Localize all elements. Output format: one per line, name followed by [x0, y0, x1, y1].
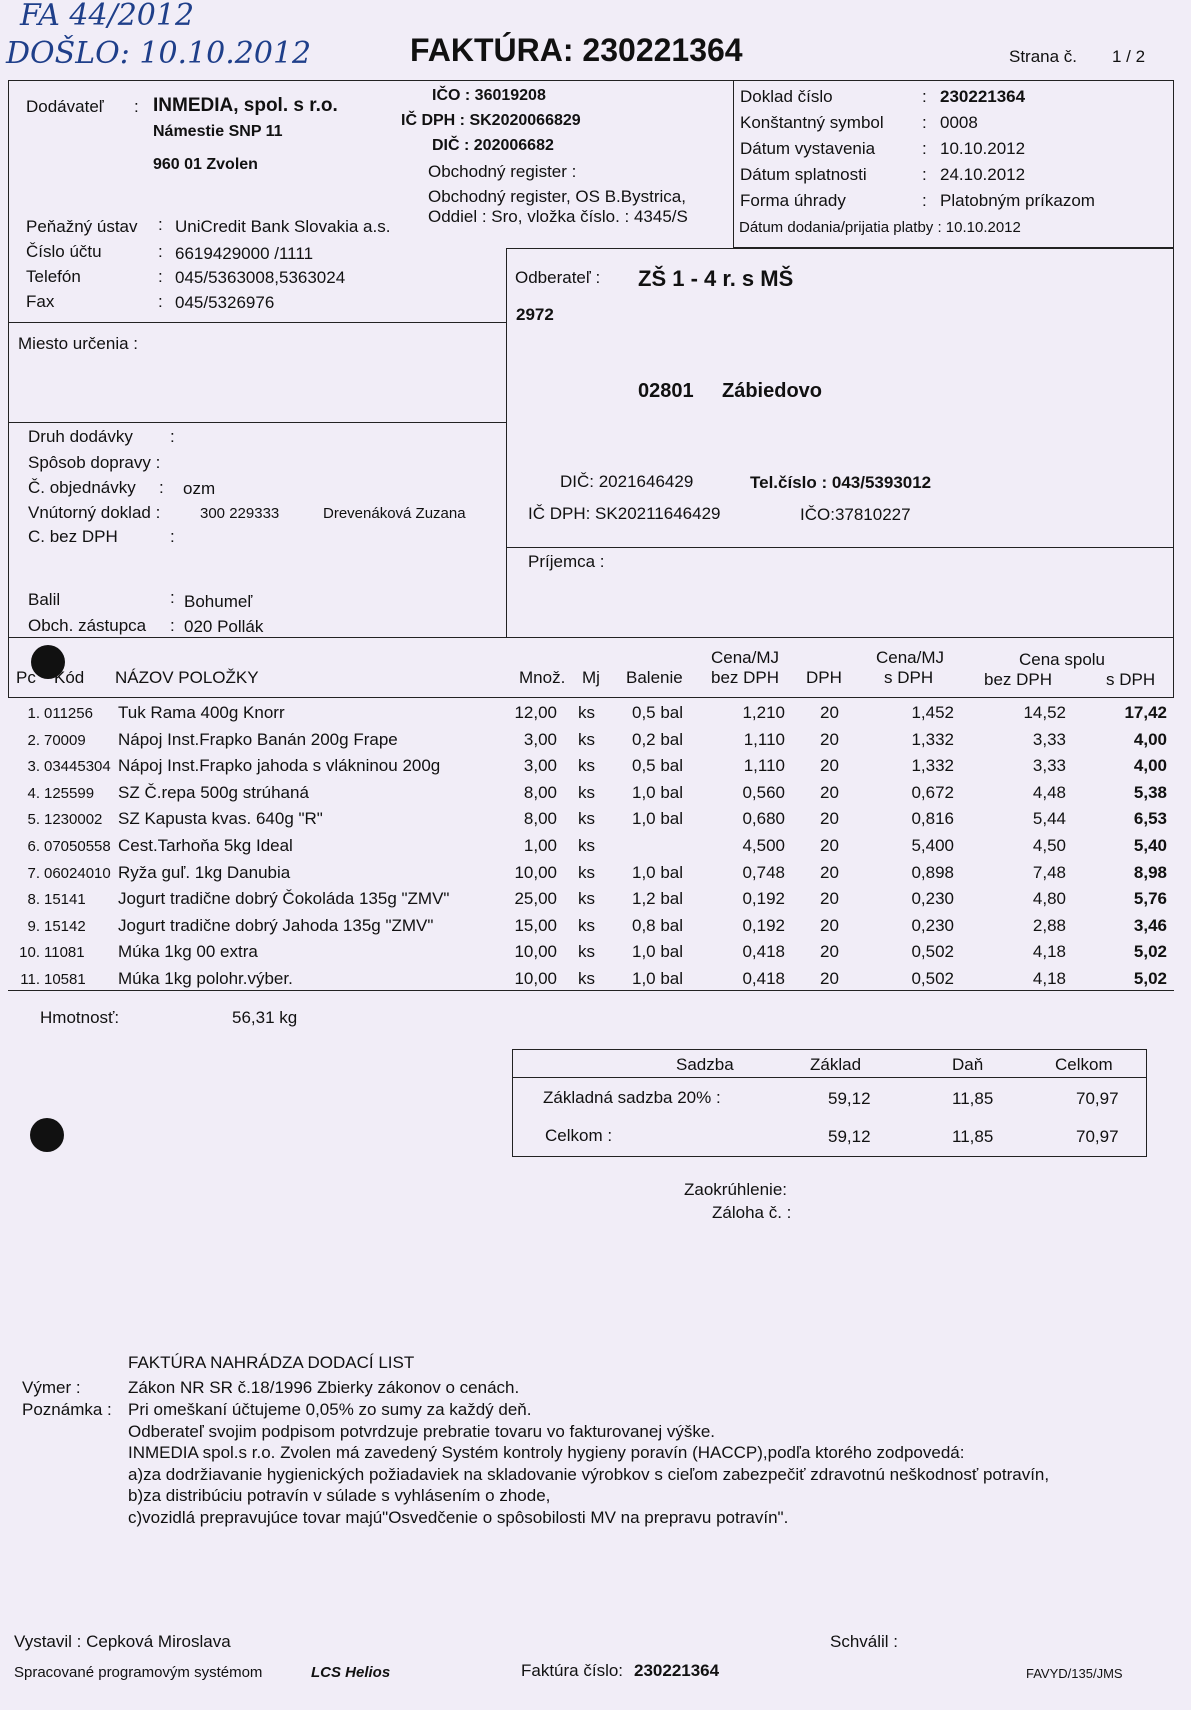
item-no: 3. [27, 758, 40, 776]
item-mj: ks [578, 915, 595, 935]
doc-info-value: Platobným príkazom [940, 191, 1095, 210]
item-price-vat: 0,816 [911, 809, 954, 829]
note-line: Odberateľ svojim podpisom potvrdzuje prebratie tovaru vo fakturovanej výške. [128, 1421, 716, 1441]
item-code: 07050558 [44, 838, 111, 855]
col-price-vat-bottom: s DPH [884, 668, 934, 687]
customer-ico: IČO:37810227 [800, 505, 911, 524]
item-code: 1230002 [44, 811, 103, 829]
colon: : [158, 267, 163, 286]
destination-label: Miesto určenia : [18, 334, 138, 353]
punch-hole [30, 1118, 64, 1152]
item-total: 4,48 [1032, 782, 1066, 802]
item-vat: 20 [820, 969, 839, 988]
item-qty: 3,00 [523, 756, 557, 776]
phone-number: 045/5363008,5363024 [175, 268, 346, 287]
item-name: SZ Č.repa 500g strúhaná [118, 782, 309, 802]
item-qty: 10,00 [514, 942, 557, 962]
colon: : [922, 139, 927, 158]
col-qty: Množ. [519, 668, 566, 687]
item-qty: 25,00 [514, 889, 557, 909]
item-vat: 20 [820, 756, 839, 776]
vat-total-label: Celkom : [545, 1126, 613, 1145]
vymer-label: Výmer : [22, 1378, 81, 1397]
internal-doc-label: Vnútorný doklad : [28, 503, 161, 522]
col-pack: Balenie [626, 668, 683, 687]
item-total-vat: 3,46 [1133, 915, 1167, 935]
item-total: 5,44 [1032, 809, 1066, 829]
colon: : [922, 113, 927, 132]
rounding-label: Zaokrúhlenie: [684, 1180, 788, 1199]
item-total-vat: 17,42 [1124, 703, 1167, 722]
customer-icdph: IČ DPH: SK20211646429 [528, 504, 721, 523]
item-code: 03445304 [44, 758, 111, 776]
item-no: 4. [27, 784, 40, 802]
note-label: Poznámka : [22, 1400, 112, 1419]
doc-info-label: Forma úhrady [740, 191, 846, 210]
item-price: 1,210 [742, 703, 785, 722]
sales-rep: 020 Pollák [184, 617, 264, 636]
item-total-vat: 5,02 [1133, 942, 1167, 962]
vat-row-tax: 11,85 [952, 1089, 994, 1108]
doc-info-value: 24.10.2012 [940, 165, 1026, 184]
item-vat: 20 [820, 729, 839, 749]
note-line: Pri omeškaní účtujeme 0,05% zo sumy za každý deň. [128, 1400, 532, 1419]
item-no: 8. [27, 891, 40, 909]
item-qty: 8,00 [523, 809, 557, 829]
item-name: Cest.Tarhoňa 5kg Ideal [118, 836, 293, 855]
item-price: 0,748 [742, 862, 785, 882]
item-qty: 3,00 [523, 729, 557, 749]
divider [8, 322, 506, 323]
item-total: 4,50 [1032, 836, 1066, 855]
divider [8, 422, 506, 423]
item-total-vat: 5,76 [1133, 889, 1167, 909]
colon: : [170, 588, 175, 607]
colon: : [158, 242, 163, 261]
recipient-label: Príjemca : [528, 552, 605, 571]
col-total-inc: s DPH [1106, 670, 1156, 689]
vat-row-total: 70,97 [1076, 1089, 1119, 1108]
item-mj: ks [578, 756, 595, 776]
colon: : [922, 165, 927, 184]
item-price-vat: 0,898 [911, 862, 954, 882]
colon: : [158, 292, 163, 311]
doc-info-value: 10.10.2012 [940, 139, 1026, 158]
footer-code: FAVYD/135/JMS [1026, 1666, 1123, 1681]
colon: : [922, 87, 927, 106]
note-line: INMEDIA spol.s r.o. Zvolen má zavedený Systém kontroly hygieny poravín (HACCP),podľa ktorého zodpovedá: [128, 1443, 965, 1462]
col-vat: DPH [806, 668, 842, 687]
item-price-vat: 0,672 [911, 782, 954, 802]
item-pack: 1,2 bal [632, 889, 684, 909]
item-total: 4,80 [1032, 889, 1066, 909]
supplier-icdph: IČ DPH : SK2020066829 [401, 112, 581, 129]
divider [512, 1077, 1147, 1078]
fax-label: Fax [26, 292, 55, 311]
item-code: 15142 [44, 917, 86, 935]
supplier-name: INMEDIA, spol. s r.o. [153, 95, 338, 116]
supplier-register-entry: Oddiel : Sro, vložka číslo. : 4345/S [428, 207, 688, 226]
item-name: Jogurt tradične dobrý Jahoda 135g "ZMV" [118, 915, 434, 935]
issued-by: Vystavil : Cepková Miroslava [14, 1632, 231, 1651]
item-total: 14,52 [1023, 703, 1066, 722]
item-code: 10581 [44, 971, 86, 988]
item-name: SZ Kapusta kvas. 640g "R" [118, 809, 323, 829]
item-price: 4,500 [742, 836, 785, 855]
vat-header-rate: Sadzba [676, 1055, 734, 1074]
handwritten-received-date: DOŠLO: 10.10.2012 [6, 36, 312, 71]
notes-heading: FAKTÚRA NAHRÁDZA DODACÍ LIST [128, 1353, 415, 1372]
item-code: 06024010 [44, 864, 111, 882]
item-price-vat: 0,502 [911, 969, 954, 988]
col-total-top: Cena spolu [1019, 650, 1106, 669]
item-price: 1,110 [743, 756, 785, 776]
internal-doc-number: 300 229333 [200, 505, 280, 522]
item-total-vat: 6,53 [1133, 809, 1167, 829]
supplier-street: Námestie SNP 11 [153, 123, 283, 140]
item-qty: 1,00 [523, 836, 557, 855]
item-pack: 1,0 bal [632, 862, 684, 882]
packed-by: Bohumeľ [184, 592, 253, 611]
transport-label: Spôsob dopravy : [28, 453, 161, 472]
item-pack: 1,0 bal [632, 942, 684, 962]
note-line: a)za dodržiavanie hygienických požiadaviek na skladovanie výrobkov s cieľom zabezpečiť zdravotnú neškodnosť potravín, [128, 1464, 1050, 1484]
item-code: 011256 [44, 705, 93, 722]
customer-city: Zábiedovo [722, 380, 823, 402]
divider [506, 548, 507, 638]
col-pc: Pc [16, 668, 36, 687]
item-no: 7. [27, 864, 40, 882]
invoice-title: FAKTÚRA: 230221364 [410, 32, 743, 68]
item-name: Ryža guľ. 1kg Danubia [118, 862, 291, 882]
item-mj: ks [578, 942, 595, 962]
item-pack: 1,0 bal [632, 969, 684, 988]
item-mj: ks [578, 836, 595, 855]
colon: : [159, 478, 164, 497]
customer-box [506, 248, 1174, 548]
item-price: 0,560 [742, 782, 785, 802]
item-no: 6. [27, 838, 40, 855]
item-vat: 20 [820, 889, 839, 909]
order-number: ozm [183, 479, 216, 498]
item-price: 0,418 [742, 969, 785, 988]
weight-value: 56,31 kg [232, 1008, 298, 1027]
item-no: 10. [19, 944, 40, 962]
colon: : [170, 427, 175, 446]
customer-dic: DIČ: 2021646429 [560, 472, 694, 491]
note-line: b)za distribúciu potravín v súlade s vyhlásením o zhode, [128, 1486, 551, 1505]
item-name: Múka 1kg polohr.výber. [118, 969, 293, 988]
item-vat: 20 [820, 942, 839, 962]
col-unit: Mj [582, 668, 600, 687]
doc-info-label: Dátum vystavenia [740, 139, 876, 158]
item-total-vat: 4,00 [1133, 729, 1167, 749]
item-vat: 20 [820, 915, 839, 935]
item-mj: ks [578, 969, 595, 988]
customer-phone: Tel.číslo : 043/5393012 [750, 473, 932, 492]
delivery-type-label: Druh dodávky [28, 427, 133, 446]
weight-label: Hmotnosť: [40, 1008, 120, 1027]
item-no: 9. [27, 917, 40, 935]
item-qty: 10,00 [514, 862, 557, 882]
doc-info-label: Dátum splatnosti [740, 165, 867, 184]
packed-label: Balil [28, 590, 61, 609]
item-price-vat: 1,452 [911, 703, 954, 722]
c-without-vat-label: C. bez DPH [28, 527, 118, 546]
col-total-ex: bez DPH [984, 670, 1053, 689]
account-label: Číslo účtu [26, 242, 102, 261]
vat-total-tax: 11,85 [952, 1127, 994, 1146]
item-code: 15141 [44, 891, 86, 909]
approved-by: Schválil : [830, 1632, 899, 1651]
customer-number: 2972 [516, 305, 554, 324]
items-bottom-line [8, 990, 1174, 991]
sales-rep-label: Obch. zástupca [28, 616, 147, 635]
item-code: 125599 [44, 784, 95, 802]
note-line: c)vozidlá prepravujúce tovar majú"Osvedčenie o spôsobilosti MV na prepravu potravín". [128, 1507, 789, 1527]
item-name: Nápoj Inst.Frapko jahoda s vlákninou 200g [118, 756, 441, 776]
vat-header-tax: Daň [952, 1055, 984, 1074]
doc-info-label: Doklad číslo [740, 87, 833, 106]
delivery-date: Dátum dodania/prijatia platby : 10.10.2012 [739, 219, 1021, 236]
item-price-vat: 0,230 [911, 915, 954, 935]
item-mj: ks [578, 703, 595, 722]
item-pack: 0,2 bal [632, 729, 684, 749]
item-vat: 20 [820, 703, 839, 722]
item-mj: ks [578, 782, 595, 802]
customer-label: Odberateľ : [515, 268, 601, 287]
item-pack: 0,5 bal [632, 756, 684, 776]
item-qty: 15,00 [514, 915, 557, 935]
item-name: Tuk Rama 400g Knorr [118, 703, 285, 722]
item-qty: 8,00 [523, 782, 557, 802]
item-total: 2,88 [1032, 915, 1066, 935]
customer-name: ZŠ 1 - 4 r. s MŠ [638, 266, 794, 291]
vymer-text: Zákon NR SR č.18/1996 Zbierky zákonov o cenách. [128, 1378, 520, 1397]
col-price-bottom: bez DPH [711, 668, 780, 687]
deposit-label: Záloha č. : [712, 1203, 792, 1222]
item-no: 5. [27, 811, 40, 829]
footer-invoice-label: Faktúra číslo: [521, 1661, 624, 1680]
item-price-vat: 1,332 [911, 756, 954, 776]
page-label: Strana č. [1009, 47, 1078, 66]
item-total: 4,18 [1032, 969, 1066, 988]
supplier-register: Obchodný register : [428, 162, 577, 181]
account-number: 6619429000 /1111 [175, 244, 314, 263]
supplier-label: Dodávateľ [26, 97, 104, 116]
item-price: 0,192 [742, 915, 785, 935]
vat-row-base: 59,12 [828, 1089, 871, 1108]
doc-info-value: 0008 [940, 113, 978, 132]
supplier-register-court: Obchodný register, OS B.Bystrica, [428, 187, 686, 206]
item-total-vat: 5,02 [1133, 969, 1167, 988]
item-pack: 0,8 bal [632, 915, 684, 935]
footer-invoice-number: 230221364 [634, 1661, 720, 1680]
colon: : [170, 527, 175, 546]
vat-row-label: Základná sadzba 20% : [543, 1088, 721, 1107]
item-total: 4,18 [1032, 942, 1066, 962]
supplier-ico: IČO : 36019208 [432, 87, 546, 104]
item-price-vat: 1,332 [911, 729, 954, 749]
item-price: 0,680 [742, 809, 785, 829]
item-name: Nápoj Inst.Frapko Banán 200g Frape [118, 729, 398, 749]
page-number: 1 / 2 [1112, 47, 1146, 66]
system-name: LCS Helios [311, 1664, 391, 1681]
vat-header-base: Základ [810, 1055, 862, 1074]
internal-doc-person: Drevenáková Zuzana [323, 505, 466, 522]
phone-label: Telefón [26, 267, 81, 286]
item-total-vat: 8,98 [1133, 862, 1167, 882]
item-pack: 1,0 bal [632, 809, 684, 829]
item-vat: 20 [820, 809, 839, 829]
item-total: 3,33 [1032, 756, 1066, 776]
item-total: 7,48 [1032, 862, 1066, 882]
item-vat: 20 [820, 836, 839, 855]
item-name: Múka 1kg 00 extra [118, 942, 258, 962]
bank-name: UniCredit Bank Slovakia a.s. [175, 217, 391, 236]
item-vat: 20 [820, 862, 839, 882]
colon: : [170, 616, 175, 635]
item-total-vat: 5,40 [1133, 836, 1167, 855]
item-name: Jogurt tradične dobrý Čokoláda 135g "ZMV" [118, 889, 450, 909]
item-price-vat: 0,502 [911, 942, 954, 962]
item-no: 2. [27, 731, 40, 749]
handwritten-note: FA 44/2012 [20, 0, 195, 33]
item-mj: ks [578, 729, 595, 749]
item-mj: ks [578, 889, 595, 909]
supplier-dic: DIČ : 202006682 [432, 137, 554, 154]
item-price: 1,110 [743, 729, 785, 749]
order-label: Č. objednávky [28, 478, 136, 497]
system-label: Spracované programovým systémom [14, 1664, 263, 1681]
doc-info-label: Konštantný symbol [740, 113, 884, 132]
item-code: 70009 [44, 731, 86, 749]
vat-total-total: 70,97 [1076, 1127, 1119, 1146]
col-price-vat-top: Cena/MJ [876, 648, 945, 667]
item-price: 0,418 [742, 942, 785, 962]
item-qty: 12,00 [514, 703, 557, 722]
item-price-vat: 5,400 [911, 836, 954, 855]
colon: : [134, 97, 139, 116]
item-pack: 1,0 bal [632, 782, 684, 802]
bank-label: Peňažný ústav [26, 217, 138, 236]
item-vat: 20 [820, 782, 839, 802]
item-mj: ks [578, 862, 595, 882]
col-price-top: Cena/MJ [711, 648, 780, 667]
col-name: NÁZOV POLOŽKY [115, 668, 259, 687]
item-no: 1. [27, 705, 40, 722]
item-mj: ks [578, 809, 595, 829]
col-code: Kód [54, 668, 85, 687]
item-pack: 0,5 bal [632, 703, 684, 722]
colon: : [922, 191, 927, 210]
item-total-vat: 4,00 [1133, 756, 1167, 776]
item-total: 3,33 [1032, 729, 1066, 749]
item-total-vat: 5,38 [1133, 782, 1167, 802]
item-qty: 10,00 [514, 969, 557, 988]
item-code: 11081 [44, 944, 85, 962]
item-price-vat: 0,230 [911, 889, 954, 909]
item-no: 11. [20, 971, 40, 988]
doc-info-value: 230221364 [940, 87, 1026, 106]
item-price: 0,192 [742, 889, 785, 909]
vat-header-total: Celkom [1055, 1055, 1113, 1074]
colon: : [158, 215, 163, 234]
fax-number: 045/5326976 [175, 293, 275, 312]
supplier-city: 960 01 Zvolen [153, 156, 258, 173]
customer-zip: 02801 [638, 380, 694, 402]
vat-total-base: 59,12 [828, 1127, 871, 1146]
